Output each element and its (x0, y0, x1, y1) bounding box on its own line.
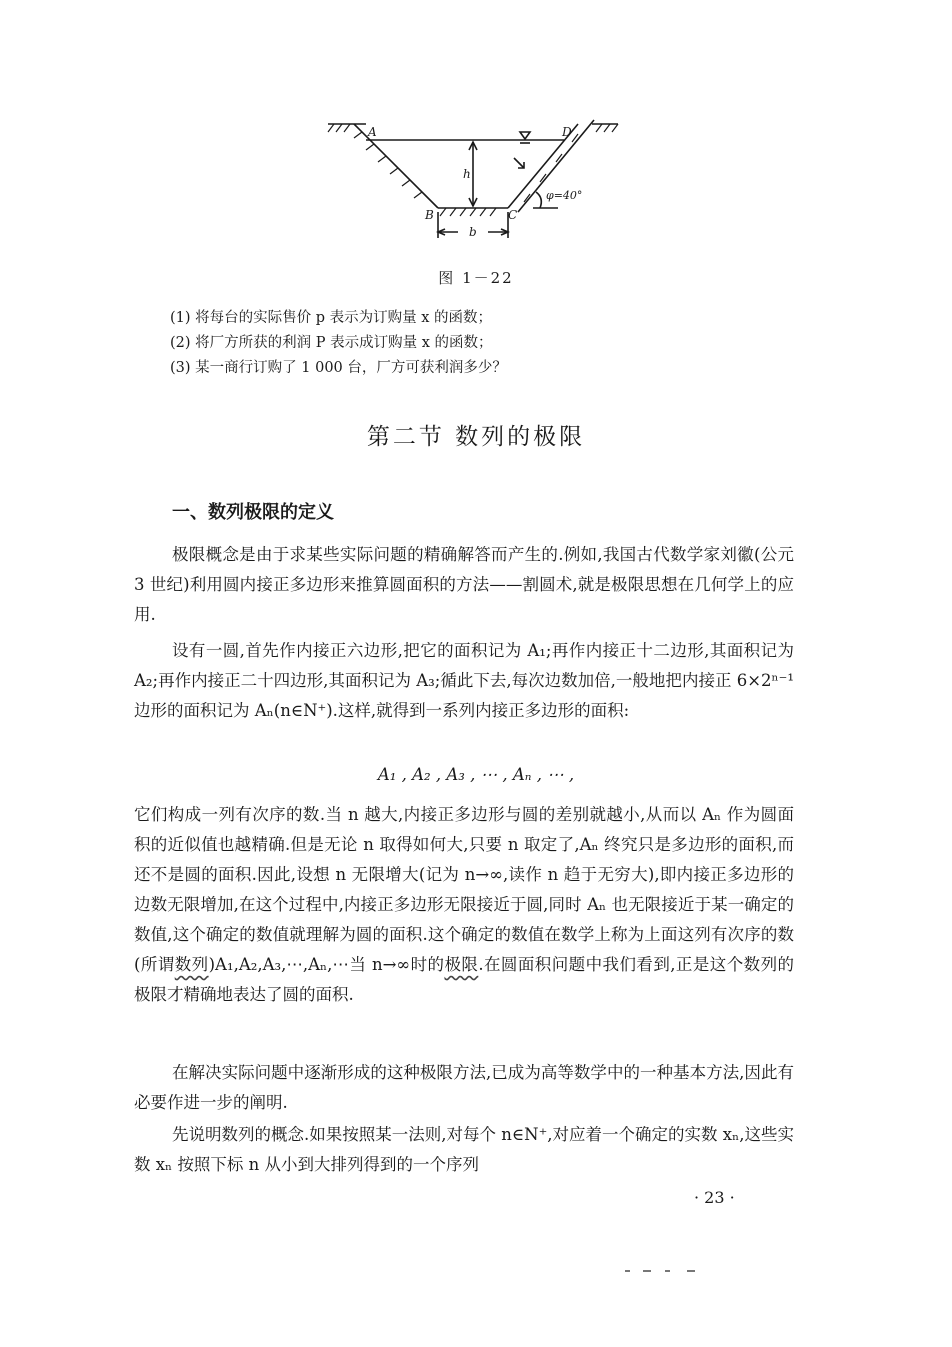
paragraph-text: 它们构成一列有次序的数.当 n 越大,内接正多边形与圆的差别就越小,从而以 Aₙ 作为圆面积的近似值也越精确.但是无论 n 取得如何大,只要 n 取定了,Aₙ 终究只是多边形的面积,而还不是圆的面积.因此,设想 n 无限增大(记为 n→∞,读作 n 趋于无穷大),即内接正多边形的边数无限增加,在这个过程中,内接正多边形无限接近于圆,同时 Aₙ 也无限接近于某一确定的数值,这个确定的数值就理解为圆的面积.这个确定的数值在数学上称为上面这列有次序的数(所谓 (134, 805, 794, 974)
left-bank (354, 124, 438, 208)
paragraph-sequence-definition: 先说明数列的概念.如果按照某一法则,对每个 n∈N⁺,对应着一个确定的实数 xₙ,这些实数 xₙ 按照下标 n 从小到大排列得到的一个序列 (134, 1125, 794, 1174)
exercise-item: (3) 某一商行订购了 1 000 台，厂方可获利润多少？ (170, 360, 507, 376)
exercise-list (170, 306, 507, 381)
label-b-width: b (469, 225, 477, 239)
exercise-item: (2) 将厂方所获的利润 P 表示成订购量 x 的函数； (170, 335, 493, 351)
paragraph-polygons: 设有一圆,首先作内接正六边形,把它的面积记为 A₁;再作内接正十二边形,其面积记为 A₂;再作内接正二十四边形,其面积记为 A₃;循此下去,每次边数加倍,一般地把内接正 6×2ⁿ⁻¹边形的面积记为 Aₙ(n∈N⁺).这样,就得到一系列内接正多边形的面积: (134, 641, 794, 720)
label-b: B (425, 208, 434, 222)
paragraph-text: )A₁,A₂,A₃,⋯,Aₙ,⋯当 n→∞时的 (208, 955, 445, 974)
label-angle: φ=40° (546, 189, 583, 202)
label-c: C (508, 208, 518, 222)
section-title: 第二节 数列的极限 (366, 424, 586, 450)
scan-artifact (625, 1268, 705, 1274)
paragraph-text: .在圆面积问题中我们看到,正是这个数列的极限才精确地表达了圆的面积. (134, 955, 795, 1004)
paragraph-method: 在解决实际问题中逐渐形成的这种极限方法,已成为高等数学中的一种基本方法,因此有必要作进一步的阐明. (134, 1063, 794, 1112)
page-number: · 23 · (694, 1188, 735, 1207)
label-h: h (463, 167, 471, 181)
label-a: A (368, 125, 377, 139)
subsection-title: 一、数列极限的定义 (172, 502, 334, 523)
figure-caption: 图 1－22 (438, 269, 514, 287)
paragraph-intro: 极限概念是由于求某些实际问题的精确解答而产生的.例如,我国古代数学家刘徽(公元 3 世纪)利用圆内接正多边形来推算圆面积的方法——割圆术,就是极限思想在几何学上的应用. (134, 545, 794, 624)
trapezoid-channel-figure (318, 112, 628, 252)
label-d: D (562, 125, 572, 139)
exercise-item: (1) 将每台的实际售价 p 表示为订购量 x 的函数； (170, 310, 493, 326)
paragraph-limit-explanation (134, 800, 794, 1010)
term-limit: 极限 (444, 955, 479, 974)
sequence-formula: A₁ , A₂ , A₃ , ⋯ , Aₙ , ⋯ , (377, 765, 575, 784)
term-sequence: 数列 (174, 955, 209, 974)
